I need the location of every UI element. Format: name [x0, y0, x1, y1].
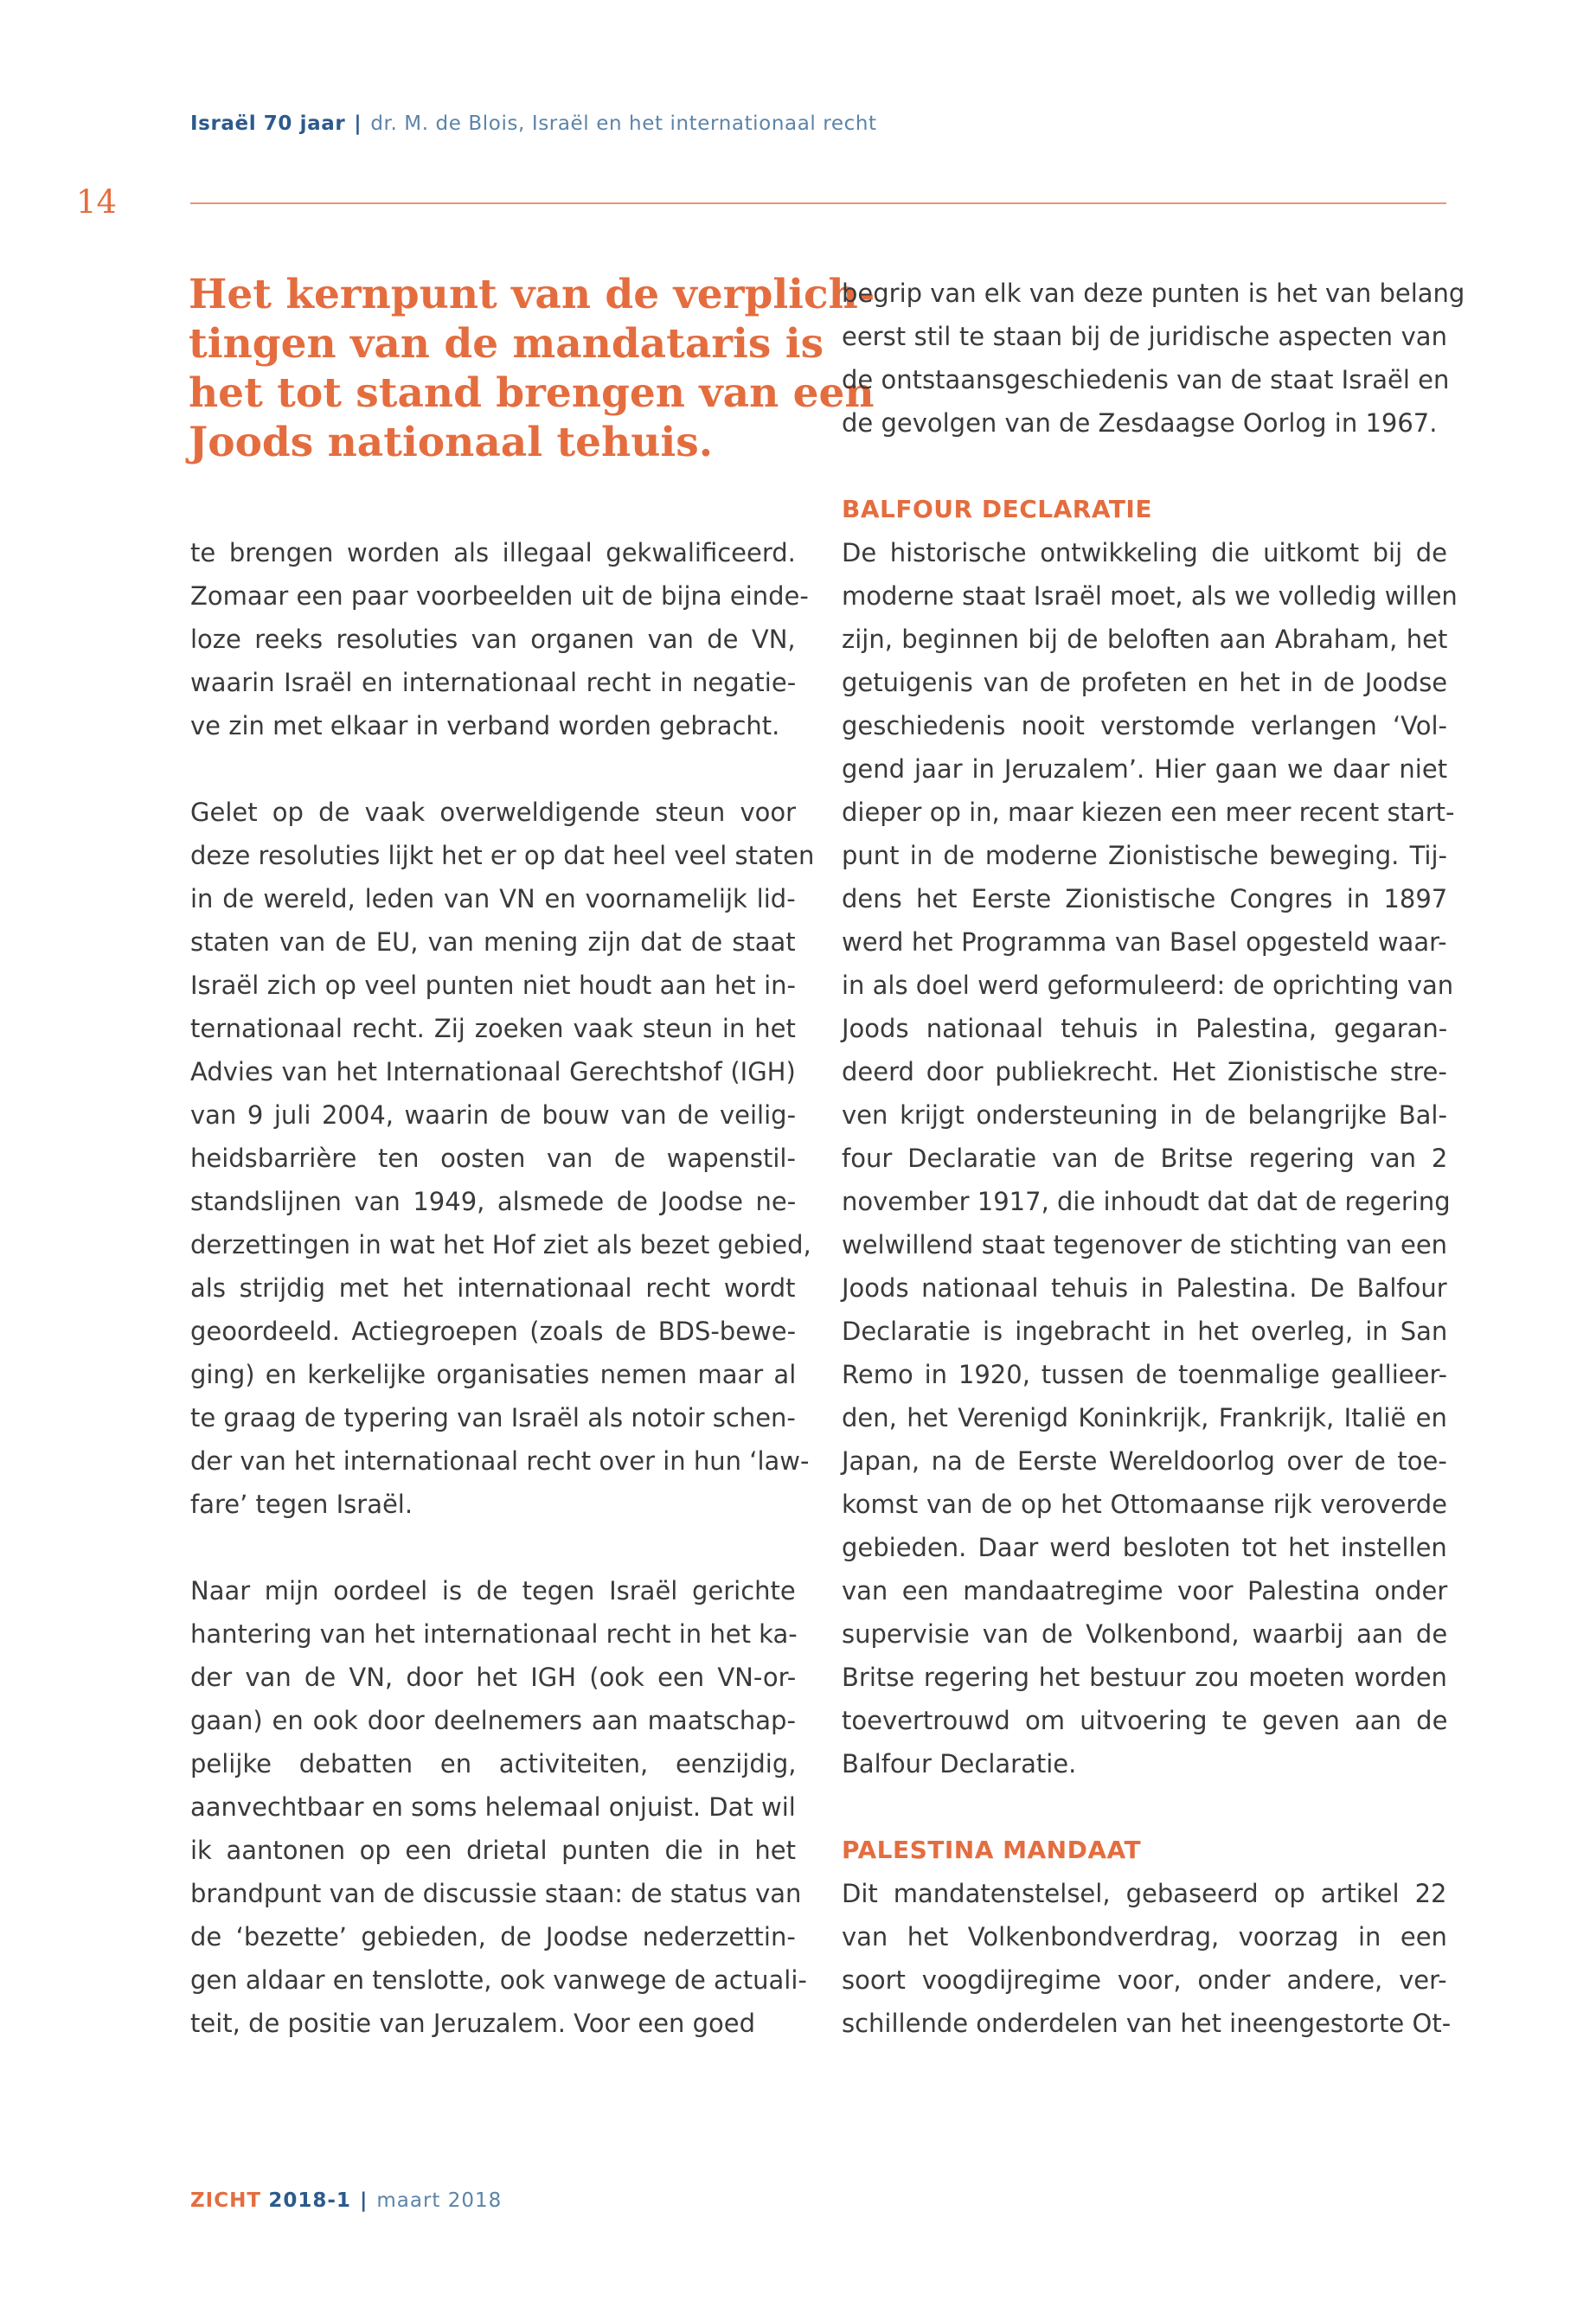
- text-line: deze resoluties lijkt het er op dat heel veel staten: [190, 841, 815, 870]
- article-subtitle: dr. M. de Blois, Israël en het internationaal recht: [370, 112, 877, 135]
- publication-title: Israël 70 jaar: [190, 112, 346, 135]
- pull-quote-line: Het kernpunt van de verplich-: [189, 271, 875, 318]
- pull-quote-line: Joods nationaal tehuis.: [189, 419, 714, 466]
- text-line: geoordeeld. Actiegroepen (zoals de BDS-bewe-: [190, 1317, 797, 1346]
- body-paragraph: [190, 531, 809, 747]
- text-line: brandpunt van de discussie staan: de status van: [190, 1879, 802, 1908]
- text-line: Balfour Declaratie.: [842, 1749, 1077, 1779]
- body-paragraph: [842, 1872, 1452, 2045]
- text-line: derzettingen in wat het Hof ziet als bezet gebied,: [190, 1230, 811, 1259]
- text-line: gebieden. Daar werd besloten tot het instellen: [842, 1533, 1447, 1562]
- text-line: staten van de EU, van mening zijn dat de staat: [190, 927, 796, 957]
- text-line: Britse regering het bestuur zou moeten worden: [842, 1663, 1447, 1692]
- text-line: punt in de moderne Zionistische beweging. Tij-: [842, 841, 1448, 870]
- text-line: toevertrouwd om uitvoering te geven aan de: [842, 1706, 1448, 1735]
- text-line: der van het internationaal recht over in hun ‘law-: [190, 1446, 810, 1476]
- body-paragraph: [190, 1569, 807, 2045]
- text-line: zijn, beginnen bij de beloften aan Abraham, het: [842, 625, 1448, 654]
- left-column: [190, 531, 815, 2045]
- pull-quote-line: tingen van de mandataris is: [189, 320, 824, 368]
- text-line: fare’ tegen Israël.: [190, 1490, 413, 1519]
- text-line: De historische ontwikkeling die uitkomt bij de: [842, 538, 1447, 567]
- text-line: dieper op in, maar kiezen een meer recent start-: [842, 798, 1455, 827]
- text-line: Declaratie is ingebracht in het overleg, in San: [842, 1317, 1448, 1346]
- text-line: moderne staat Israël moet, als we volledig willen: [842, 581, 1458, 611]
- text-line: geschiedenis nooit verstomde verlangen ‘Vol-: [842, 711, 1448, 740]
- text-line: standslijnen van 1949, alsmede de Joodse ne-: [190, 1187, 797, 1216]
- header-divider: [190, 202, 1446, 204]
- header-separator: |: [354, 112, 362, 135]
- text-line: werd het Programma van Basel opgesteld waar-: [842, 927, 1447, 957]
- page-number: 14: [76, 183, 118, 221]
- text-line: Naar mijn oordeel is de tegen Israël gerichte: [190, 1576, 796, 1606]
- text-line: begrip van elk van deze punten is het van belang: [842, 279, 1465, 308]
- text-line: deerd door publiekrecht. Het Zionistische stre-: [842, 1057, 1447, 1086]
- section-heading-balfour: BALFOUR DECLARATIE: [842, 495, 1152, 523]
- text-line: supervisie van de Volkenbond, waarbij aan de: [842, 1619, 1448, 1649]
- text-line: in als doel werd geformuleerd: de oprichting van: [842, 971, 1454, 1000]
- body-paragraph: [842, 531, 1458, 1785]
- text-line: gen aldaar en tenslotte, ook vanwege de actuali-: [190, 1965, 807, 1995]
- text-line: november 1917, die inhoudt dat dat de regering: [842, 1187, 1451, 1216]
- text-line: Remo in 1920, tussen de toenmalige geallieer-: [842, 1360, 1448, 1389]
- text-line: ternationaal recht. Zij zoeken vaak steun in het: [190, 1014, 796, 1043]
- issue-date: maart 2018: [376, 2189, 503, 2212]
- text-line: dens het Eerste Zionistische Congres in 1897: [842, 884, 1448, 913]
- text-line: ve zin met elkaar in verband worden gebracht.: [190, 711, 780, 740]
- text-line: van 9 juli 2004, waarin de bouw van de veilig-: [190, 1100, 797, 1130]
- text-line: Dit mandatenstelsel, gebaseerd op artikel 22: [842, 1879, 1447, 1908]
- text-line: welwillend staat tegenover de stichting van een: [842, 1230, 1448, 1259]
- text-line: aanvechtbaar en soms helemaal onjuist. Dat wil: [190, 1792, 796, 1822]
- text-line: Joods nationaal tehuis in Palestina. De Balfour: [842, 1273, 1447, 1303]
- text-line: van een mandaatregime voor Palestina onder: [842, 1576, 1448, 1606]
- text-line: loze reeks resoluties van organen van de VN,: [190, 625, 796, 654]
- text-line: ging) en kerkelijke organisaties nemen maar al: [190, 1360, 797, 1389]
- body-paragraph: [842, 272, 1465, 445]
- text-line: van het Volkenbondverdrag, voorzag in een: [842, 1922, 1447, 1952]
- text-line: teit, de positie van Jeruzalem. Voor een goed: [190, 2009, 756, 2038]
- text-line: pelijke debatten en activiteiten, eenzijdig,: [190, 1749, 797, 1779]
- right-column: [842, 272, 1465, 2045]
- paragraph-gap: [842, 445, 1447, 488]
- text-line: der van de VN, door het IGH (ook een VN-or-: [190, 1663, 797, 1692]
- text-line: de ‘bezette’ gebieden, de Joodse nederzettin-: [190, 1922, 796, 1952]
- running-header: [190, 112, 877, 135]
- paragraph-gap: [190, 747, 796, 791]
- text-line: four Declaratie van de Britse regering van 2: [842, 1144, 1448, 1173]
- text-line: Advies van het Internationaal Gerechtshof (IGH): [190, 1057, 796, 1086]
- footer-separator: |: [359, 2189, 369, 2212]
- text-line: als strijdig met het internationaal recht wordt: [190, 1273, 796, 1303]
- text-line: waarin Israël en internationaal recht in negatie-: [190, 668, 797, 697]
- text-line: gend jaar in Jeruzalem’. Hier gaan we daar niet: [842, 754, 1448, 784]
- text-line: Gelet op de vaak overweldigende steun voor: [190, 798, 797, 827]
- text-line: Japan, na de Eerste Wereldoorlog over de toe-: [842, 1446, 1447, 1476]
- body-paragraph: [190, 791, 815, 1526]
- magazine-name: ZICHT: [190, 2189, 262, 2212]
- text-line: soort voogdijregime voor, onder andere, ver-: [842, 1965, 1447, 1995]
- issue-number: 2018-1: [268, 2189, 351, 2212]
- page-footer: [190, 2189, 502, 2212]
- text-line: getuigenis van de profeten en het in de Joodse: [842, 668, 1448, 697]
- text-line: in de wereld, leden van VN en voornamelijk lid-: [190, 884, 796, 913]
- text-line: Joods nationaal tehuis in Palestina, gegaran-: [842, 1014, 1448, 1043]
- text-line: den, het Verenigd Koninkrijk, Frankrijk, Italië en: [842, 1403, 1447, 1433]
- text-line: Zomaar een paar voorbeelden uit de bijna einde-: [190, 581, 809, 611]
- paragraph-gap: [842, 1785, 1447, 1829]
- text-line: heidsbarrière ten oosten van de wapenstil-: [190, 1144, 796, 1173]
- text-line: komst van de op het Ottomaanse rijk veroverde: [842, 1490, 1448, 1519]
- text-line: te brengen worden als illegaal gekwalificeerd.: [190, 538, 796, 567]
- section-heading-palestina: PALESTINA MANDAAT: [842, 1836, 1142, 1864]
- text-line: ven krijgt ondersteuning in de belangrijke Bal-: [842, 1100, 1447, 1130]
- pull-quote: [189, 270, 875, 467]
- paragraph-gap: [190, 1526, 796, 1569]
- pull-quote-line: het tot stand brengen van een: [189, 369, 875, 417]
- text-line: gaan) en ook door deelnemers aan maatschap-: [190, 1706, 796, 1735]
- text-line: Israël zich op veel punten niet houdt aan het in-: [190, 971, 796, 1000]
- text-line: hantering van het internationaal recht in het ka-: [190, 1619, 798, 1649]
- text-line: te graag de typering van Israël als notoir schen-: [190, 1403, 796, 1433]
- text-line: de gevolgen van de Zesdaagse Oorlog in 1967.: [842, 408, 1438, 438]
- text-line: eerst stil te staan bij de juridische aspecten van: [842, 322, 1447, 351]
- text-line: de ontstaansgeschiedenis van de staat Israël en: [842, 365, 1450, 394]
- text-line: schillende onderdelen van het ineengestorte Ot-: [842, 2009, 1452, 2038]
- text-line: ik aantonen op een drietal punten die in het: [190, 1836, 796, 1865]
